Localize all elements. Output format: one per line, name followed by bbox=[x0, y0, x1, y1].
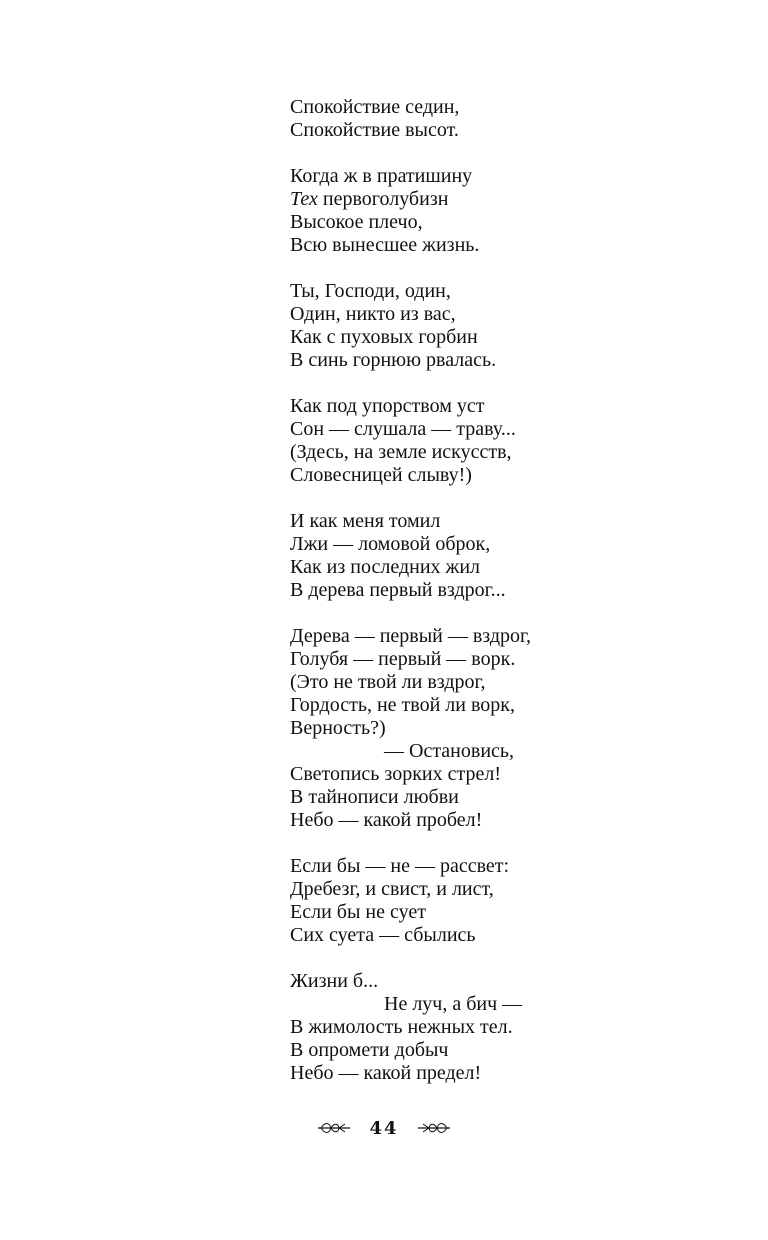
poem-line: (Здесь, на земле искусств, bbox=[290, 441, 512, 463]
poem-line-rest: первоголубизн bbox=[322, 188, 449, 210]
poem-line: Ты, Господи, один, bbox=[290, 280, 451, 302]
stanza-5 bbox=[290, 510, 710, 602]
poem-line: И как меня томил bbox=[290, 510, 441, 532]
poem-line: В дерева первый вздрог... bbox=[290, 579, 506, 601]
poem-line: Когда ж в пратишину bbox=[290, 165, 473, 187]
poem-line: Если бы не сует bbox=[290, 901, 426, 923]
stanza-8 bbox=[290, 970, 710, 1085]
poem-line: Жизни б... bbox=[290, 970, 379, 992]
stanza-3 bbox=[290, 280, 710, 372]
poem-line-indented: Не луч, а бич — bbox=[384, 993, 523, 1015]
italic-word: Тех bbox=[290, 188, 318, 210]
poem-line: Как из последних жил bbox=[290, 556, 481, 578]
stanza-6 bbox=[290, 625, 710, 832]
poem-line: В синь горнюю рвалась. bbox=[290, 349, 497, 371]
poem-line: В опромети добыч bbox=[290, 1039, 449, 1061]
poem-line: Высокое плечо, bbox=[290, 211, 423, 233]
poem-line: Верность?) bbox=[290, 717, 386, 739]
stanza-4 bbox=[290, 395, 710, 487]
poem-line: Спокойствие высот. bbox=[290, 119, 459, 141]
fleuron-right-icon bbox=[417, 1119, 451, 1137]
poem-line: Как с пуховых горбин bbox=[290, 326, 478, 348]
poem-line: Светопись зорких стрел! bbox=[290, 763, 502, 785]
poem-line: Гордость, не твой ли ворк, bbox=[290, 694, 515, 716]
poem-line: Сон — слушала — траву... bbox=[290, 418, 516, 440]
page-footer bbox=[0, 1114, 768, 1142]
poem-line: Лжи — ломовой оброк, bbox=[290, 533, 491, 555]
poem-line: Если бы — не — рассвет: bbox=[290, 855, 510, 877]
poem-line-indented: — Остановись, bbox=[384, 740, 515, 762]
poem-line: Небо — какой предел! bbox=[290, 1062, 482, 1084]
poem-line: Спокойствие седин, bbox=[290, 96, 460, 118]
poem-line: В жимолость нежных тел. bbox=[290, 1016, 513, 1038]
poem-line: Словесницей слыву!) bbox=[290, 464, 472, 486]
poem-line: В тайнописи любви bbox=[290, 786, 459, 808]
poem-line bbox=[290, 188, 710, 211]
poem-line: Голубя — первый — ворк. bbox=[290, 648, 516, 670]
fleuron-left-icon bbox=[317, 1119, 351, 1137]
poem-line: (Это не твой ли вздрог, bbox=[290, 671, 486, 693]
poem-line: Как под упорством уст bbox=[290, 395, 485, 417]
stanza-7 bbox=[290, 855, 710, 947]
stanza-1 bbox=[290, 96, 710, 142]
poem-line: Дерева — первый — вздрог, bbox=[290, 625, 531, 647]
stanza-2 bbox=[290, 165, 710, 257]
page-number: 44 bbox=[369, 1117, 399, 1139]
poem-line: Небо — какой пробел! bbox=[290, 809, 483, 831]
poem-line: Один, никто из вас, bbox=[290, 303, 456, 325]
poem-line: Всю вынесшее жизнь. bbox=[290, 234, 480, 256]
poem-line: Дребезг, и свист, и лист, bbox=[290, 878, 494, 900]
poem-text bbox=[290, 96, 710, 1108]
poem-line: Сих суета — сбылись bbox=[290, 924, 476, 946]
